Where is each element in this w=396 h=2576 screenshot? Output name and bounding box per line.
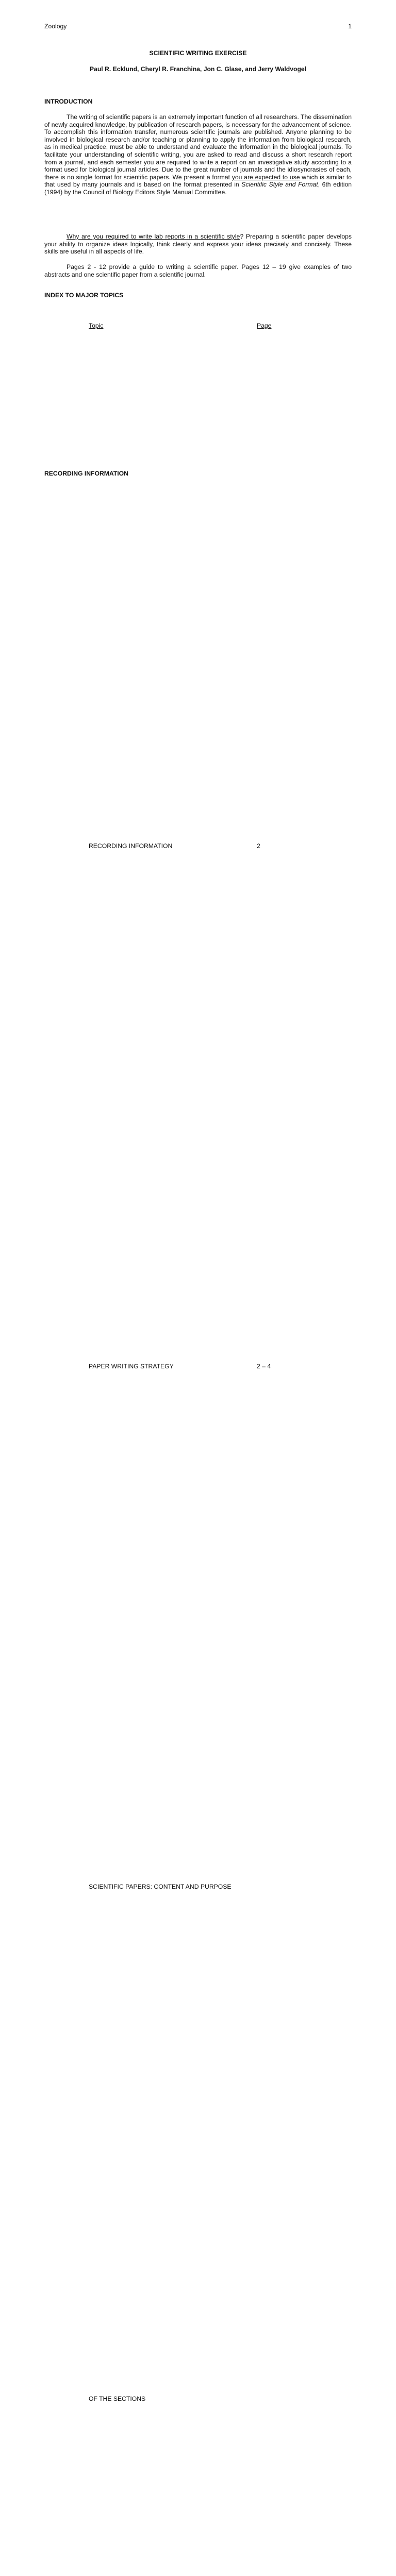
index-group-heading-cont: [89, 2395, 334, 2576]
p2-text: ? Preparing a scientific paper develops your ability to organize ideas logically, think clearly and express your ideas precisely and concisely. These skills are useful in all aspects of life.: [44, 233, 352, 256]
running-header: [44, 23, 352, 31]
book-title: Scientific Style and Format: [241, 181, 318, 189]
p1-text-b: which is similar to that used by many journals and is based on the format presented in: [44, 173, 352, 189]
index-header-row: [89, 322, 334, 834]
index-page: 2 – 4: [257, 1363, 271, 1370]
index-row: [89, 842, 334, 1354]
index-row: [89, 1363, 334, 1875]
index-topic: SCIENTIFIC PAPERS: CONTENT AND PURPOSE: [89, 1883, 232, 1890]
index-topic: RECORDING INFORMATION: [89, 842, 173, 850]
p1-text-c: , 6th edition (1994) by the Council of Biology Editors Style Manual Committee.: [44, 181, 352, 196]
page-number: 1: [348, 23, 352, 30]
header-course: Zoology: [44, 23, 67, 30]
introduction-heading: INTRODUCTION: [44, 98, 93, 105]
topic-index-table: [89, 322, 334, 2576]
index-page: 2: [257, 842, 260, 850]
index-topic: OF THE SECTIONS: [89, 2395, 146, 2402]
topic-column-header: Topic: [89, 322, 104, 329]
index-group-heading: [89, 1883, 334, 2395]
p2-underlined-question: Why are you required to write lab reports in a scientific style: [67, 233, 240, 240]
introduction-paragraph-1: [44, 113, 352, 196]
recording-information-heading: RECORDING INFORMATION: [44, 470, 128, 477]
index-heading: INDEX TO MAJOR TOPICS: [44, 292, 124, 299]
introduction-paragraph-3: Pages 2 - 12 provide a guide to writing a scientific paper. Pages 12 – 19 give examples of two abstracts and one scientific paper from a scientific journal.: [44, 263, 352, 278]
page-column-header: Page: [257, 322, 272, 329]
p1-text-a: The writing of scientific papers is an extremely important function of all researchers. The dissemination of newly acquired knowledge, by publication of research papers, is necessary for the advancement of science. To accomplish this information transfer, numerous scientific journals are published. Anyone planning to be involved in biological research and/or teaching or planning to apply the information from biological research, as in medical practice, must be able to understand and evaluate the information in the biological journals. To facilitate your understanding of scientific writing, you are asked to read and discuss a short research report from a journal, and each semester you are required to write a report on an investigative study according to a format used for biological journal articles. Due to the great number of journals and the idiosyncrasies of each, there is no single format for scientific papers. We present a format: [44, 113, 352, 181]
document-title: SCIENTIFIC WRITING EXERCISE: [149, 49, 247, 57]
index-topic: PAPER WRITING STRATEGY: [89, 1363, 174, 1370]
p1-underlined: you are expected to use: [232, 173, 300, 181]
author-list: Paul R. Ecklund, Cheryl R. Franchina, Jon C. Glase, and Jerry Waldvogel: [89, 65, 307, 73]
introduction-paragraph-2: [44, 233, 352, 256]
